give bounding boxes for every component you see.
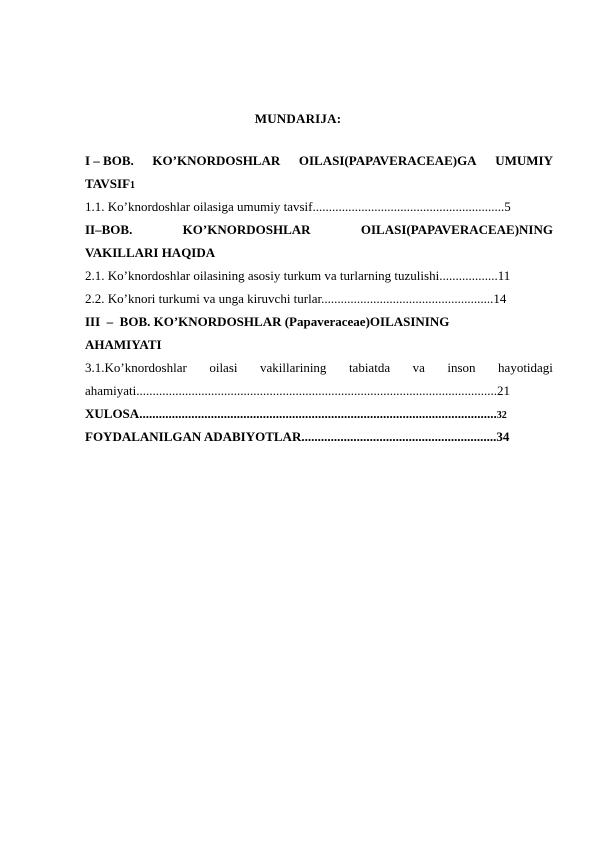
toc-section-word: hayotidagi <box>498 360 553 375</box>
toc-leader-dots: ..................................................... <box>321 291 494 306</box>
toc-chapter-1-word: I – BOB. <box>85 153 134 168</box>
toc-chapter-1-line-2 <box>85 175 553 195</box>
toc-page-number: 14 <box>493 291 507 306</box>
toc-chapter-1-word: KO’KNORDOSHLAR <box>152 153 281 168</box>
toc-chapter-1-word: OILASI(PAPAVERACEAE)GA <box>298 153 477 168</box>
toc-chapter-2-line-2: VAKILLARI HAQIDA <box>85 245 216 260</box>
toc-section-title: 2.2. Ko’knori turkumi va unga kiruvchi turlar <box>85 291 322 306</box>
toc-chapter-2-word: KO’KNORDOSHLAR <box>182 222 311 237</box>
toc-section-title: 2.1. Ko’knordoshlar oilasining asosiy turkum va turlarning tuzulishi <box>85 268 440 283</box>
page-title: MUNDARIJA: <box>254 111 342 126</box>
toc-section-word: tabiatda <box>348 360 391 375</box>
toc-section-word: va <box>412 360 425 375</box>
toc-section-3-1-line-2 <box>85 382 553 400</box>
toc-chapter-1-title-end: TAVSIF <box>85 176 131 191</box>
toc-section-2-2 <box>85 290 553 308</box>
toc-section-title: FOYDALANILGAN ADABIYOTLAR <box>85 429 302 444</box>
toc-references <box>85 428 553 446</box>
toc-chapter-3-line-1: III – BOB. KO’KNORDOSHLAR (Papaveraceae)OILASINING <box>85 314 450 329</box>
toc-leader-dots: ........................................................... <box>312 199 505 214</box>
toc-page-number: 34 <box>496 429 510 444</box>
toc-page-number: 11 <box>497 268 511 283</box>
toc-section-2-1 <box>85 267 553 285</box>
toc-section-title: XULOSA <box>85 406 140 421</box>
toc-chapter-2-word: II–BOB. <box>85 222 133 237</box>
toc-section-3-1-line-1 <box>85 359 553 377</box>
toc-section-word: vakillarining <box>260 360 327 375</box>
toc-leader-dots: ............................................................................................................... <box>136 383 498 398</box>
toc-page-number: 21 <box>497 383 511 398</box>
toc-chapter-1-line-1 <box>85 152 553 170</box>
toc-chapter-1-page: 1 <box>130 180 136 191</box>
toc-page-number: 32 <box>496 410 507 421</box>
toc-section-1-1 <box>85 198 553 216</box>
toc-leader-dots: ............................................................ <box>301 429 497 444</box>
toc-section-title: ahamiyati <box>85 383 137 398</box>
toc-conclusion <box>85 405 553 425</box>
toc-leader-dots: .............................................................................................................. <box>139 406 497 421</box>
toc-section-word: inson <box>447 360 476 375</box>
toc-chapter-2-line-1 <box>85 221 553 239</box>
toc-section-word: 3.1.Ko’knordoshlar <box>85 360 187 375</box>
toc-chapter-3-line-2: AHAMIYATI <box>85 337 162 352</box>
toc-chapter-1-word: UMUMIY <box>495 153 553 168</box>
toc-page-number: 5 <box>504 199 511 214</box>
toc-leader-dots: .................. <box>439 268 498 283</box>
toc-chapter-2-word: OILASI(PAPAVERACEAE)NING <box>360 222 553 237</box>
toc-section-title: 1.1. Ko’knordoshlar oilasiga umumiy tavsif <box>85 199 313 214</box>
toc-section-word: oilasi <box>209 360 238 375</box>
